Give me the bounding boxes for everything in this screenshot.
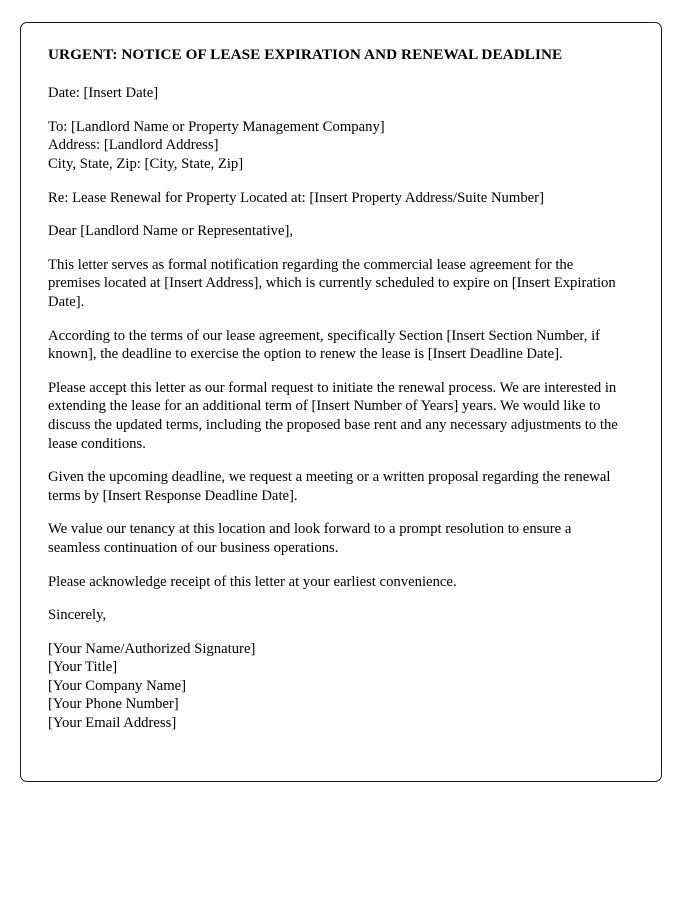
body-paragraph-4: Given the upcoming deadline, we request a meeting or a written proposal regarding the renewal terms by [Insert Response Deadline Date].	[48, 469, 611, 504]
signature-block	[48, 640, 626, 733]
document-title: URGENT: NOTICE OF LEASE EXPIRATION AND RENEWAL DEADLINE	[48, 46, 563, 63]
signature-phone-line: [Your Phone Number]	[48, 696, 179, 713]
subject-line: Re: Lease Renewal for Property Located at: [Insert Property Address/Suite Number]	[48, 189, 544, 206]
signature-email-line: [Your Email Address]	[48, 715, 177, 732]
body-paragraph-2: According to the terms of our lease agreement, specifically Section [Insert Section Number, if known], the deadline to exercise the option to renew the lease is [Insert Deadline Date].	[48, 327, 601, 363]
date-line: Date: [Insert Date]	[48, 85, 159, 102]
body-paragraph-1: This letter serves as formal notification regarding the commercial lease agreement for the premises located at [Insert Address], which is currently scheduled to expire on [Insert Expiration Date].	[48, 256, 616, 310]
signature-company-line: [Your Company Name]	[48, 677, 187, 694]
body-paragraph-3: Please accept this letter as our formal request to initiate the renewal process. We are interested in extending the lease for an additional term of [Insert Number of Years] years. We would like to discuss the updated terms, including the proposed base rent and any necessary adjustments to the lease conditions.	[48, 379, 618, 452]
recipient-address-line: Address: [Landlord Address]	[48, 137, 219, 154]
recipient-to-line: To: [Landlord Name or Property Management Company]	[48, 118, 385, 135]
signature-title-line: [Your Title]	[48, 659, 118, 676]
body-paragraph-5: We value our tenancy at this location and look forward to a prompt resolution to ensure a seamless continuation of our business operations.	[48, 521, 572, 556]
body-paragraph-6: Please acknowledge receipt of this letter at your earliest convenience.	[48, 573, 457, 590]
recipient-city-state-zip-line: City, State, Zip: [City, State, Zip]	[48, 156, 244, 173]
closing-salutation: Sincerely,	[48, 607, 107, 624]
document-content	[48, 46, 626, 733]
salutation: Dear [Landlord Name or Representative],	[48, 223, 294, 240]
recipient-address-block	[48, 118, 626, 174]
signature-name-line: [Your Name/Authorized Signature]	[48, 640, 256, 657]
document-page-border	[20, 22, 662, 782]
